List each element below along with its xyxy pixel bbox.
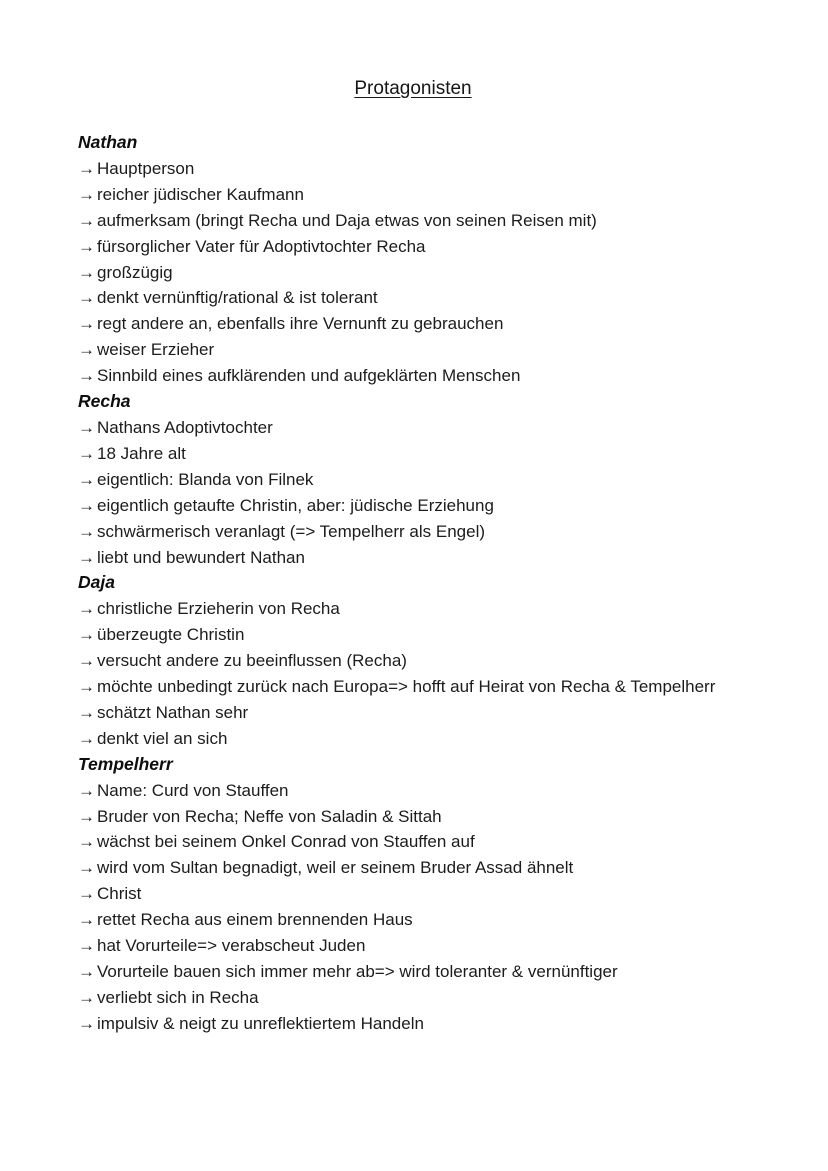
list-item (78, 311, 748, 337)
arrow-bullet-icon: → (78, 158, 95, 178)
arrow-bullet-icon: → (78, 910, 95, 930)
item-text: überzeugte Christin (97, 625, 245, 645)
item-text: verliebt sich in Recha (97, 987, 259, 1007)
arrow-bullet-icon: → (78, 780, 95, 800)
list-item (78, 1011, 748, 1037)
item-text: Vorurteile bauen sich immer mehr ab=> wird toleranter & vernünftiger (97, 962, 618, 981)
list-item (78, 648, 748, 674)
list-item (78, 415, 748, 441)
arrow-bullet-icon: → (78, 858, 95, 878)
item-text: denkt viel an sich (97, 728, 228, 748)
arrow-bullet-icon: → (78, 832, 95, 852)
arrow-bullet-icon: → (78, 677, 95, 697)
list-item (78, 622, 748, 648)
list-item (78, 855, 748, 881)
item-text: großzügig (97, 262, 173, 282)
arrow-bullet-icon: → (78, 806, 95, 826)
list-item (78, 441, 748, 467)
list-item (78, 674, 748, 700)
list-item (78, 804, 748, 830)
list-item (78, 829, 748, 855)
list-item (78, 493, 748, 519)
item-text: fürsorglicher Vater für Adoptivtochter Recha (97, 236, 426, 256)
sections (78, 130, 748, 1037)
arrow-bullet-icon: → (78, 599, 95, 619)
item-text: wächst bei seinem Onkel Conrad von Stauffen auf (97, 832, 475, 852)
list-item (78, 156, 748, 182)
arrow-bullet-icon: → (78, 962, 95, 981)
arrow-bullet-icon: → (78, 469, 95, 489)
list-item (78, 182, 748, 208)
item-text: eigentlich getaufte Christin, aber: jüdische Erziehung (97, 495, 494, 515)
arrow-bullet-icon: → (78, 366, 95, 386)
arrow-bullet-icon: → (78, 340, 95, 360)
section-heading: Tempelherr (78, 753, 173, 774)
item-text: hat Vorurteile=> verabscheut Juden (97, 936, 366, 956)
arrow-bullet-icon: → (78, 547, 95, 567)
arrow-bullet-icon: → (78, 702, 95, 722)
item-text: Hauptperson (97, 158, 195, 178)
arrow-bullet-icon: → (78, 210, 95, 230)
item-text: weiser Erzieher (97, 340, 215, 360)
list-item (78, 467, 748, 493)
item-text: wird vom Sultan begnadigt, weil er seinem Bruder Assad ähnelt (97, 858, 574, 878)
arrow-bullet-icon: → (78, 936, 95, 956)
list-item (78, 907, 748, 933)
item-text: schwärmerisch veranlagt (=> Tempelherr als Engel) (97, 521, 486, 541)
section-heading: Nathan (78, 132, 138, 152)
item-text: Nathans Adoptivtochter (97, 417, 273, 437)
item-text: Name: Curd von Stauffen (97, 780, 289, 800)
arrow-bullet-icon: → (78, 495, 95, 515)
item-text: christliche Erzieherin von Recha (97, 599, 340, 619)
section-heading: Daja (78, 572, 115, 593)
item-text: aufmerksam (bringt Recha und Daja etwas von seinen Reisen mit) (97, 210, 597, 230)
arrow-bullet-icon: → (78, 314, 95, 334)
arrow-bullet-icon: → (78, 1013, 95, 1033)
arrow-bullet-icon: → (78, 443, 95, 463)
item-text: rettet Recha aus einem brennenden Haus (97, 910, 413, 930)
arrow-bullet-icon: → (78, 625, 95, 645)
list-item (78, 234, 748, 260)
list-item (78, 933, 748, 959)
item-text: denkt vernünftig/rational & ist tolerant (97, 288, 378, 308)
list-item (78, 519, 748, 545)
item-text: Bruder von Recha; Neffe von Saladin & Sittah (97, 806, 442, 826)
item-text: versucht andere zu beeinflussen (Recha) (97, 651, 407, 671)
item-text: möchte unbedingt zurück nach Europa=> hofft auf Heirat von Recha & Tempelherr (97, 677, 716, 697)
item-text: reicher jüdischer Kaufmann (97, 184, 304, 204)
item-text: 18 Jahre alt (97, 443, 186, 463)
list-item (78, 363, 748, 389)
arrow-bullet-icon: → (78, 521, 95, 541)
list-item (78, 545, 748, 571)
arrow-bullet-icon: → (78, 987, 95, 1007)
item-text: impulsiv & neigt zu unreflektiertem Handeln (97, 1013, 424, 1033)
page-title: Protagonisten (354, 78, 472, 99)
list-item (78, 337, 748, 363)
arrow-bullet-icon: → (78, 262, 95, 282)
list-item (78, 959, 748, 985)
arrow-bullet-icon: → (78, 288, 95, 308)
arrow-bullet-icon: → (78, 236, 95, 256)
arrow-bullet-icon: → (78, 728, 95, 748)
item-text: regt andere an, ebenfalls ihre Vernunft zu gebrauchen (97, 314, 504, 334)
arrow-bullet-icon: → (78, 417, 95, 437)
list-item (78, 285, 748, 311)
list-item (78, 778, 748, 804)
arrow-bullet-icon: → (78, 884, 95, 904)
list-item (78, 596, 748, 622)
list-item (78, 726, 748, 752)
item-text: schätzt Nathan sehr (97, 702, 249, 722)
list-item (78, 260, 748, 286)
arrow-bullet-icon: → (78, 651, 95, 671)
item-text: Sinnbild eines aufklärenden und aufgeklärten Menschen (97, 366, 521, 386)
section-heading: Recha (78, 391, 131, 412)
item-text: liebt und bewundert Nathan (97, 547, 305, 567)
arrow-bullet-icon: → (78, 184, 95, 204)
list-item (78, 881, 748, 907)
item-text: Christ (97, 884, 142, 904)
list-item (78, 700, 748, 726)
list-item (78, 208, 748, 234)
list-item (78, 985, 748, 1011)
item-text: eigentlich: Blanda von Filnek (97, 469, 314, 489)
